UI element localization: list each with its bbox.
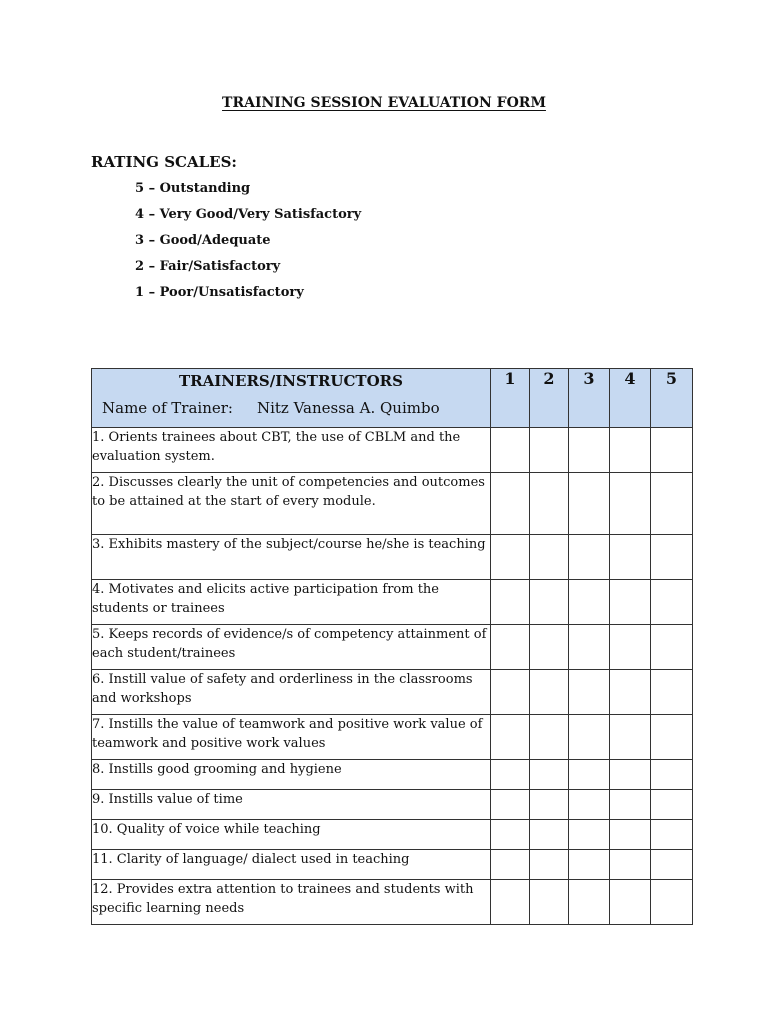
score-cell-5[interactable] — [651, 428, 693, 473]
score-cell-5[interactable] — [651, 580, 693, 625]
criteria-body — [92, 428, 693, 925]
score-cell-1[interactable] — [491, 715, 530, 760]
score-cell-5[interactable] — [651, 880, 693, 925]
score-cell-1[interactable] — [491, 580, 530, 625]
score-cell-1[interactable] — [491, 625, 530, 670]
rating-scale-4: 4 – Very Good/Very Satisfactory — [135, 207, 362, 222]
score-cell-3[interactable] — [569, 580, 610, 625]
table-row — [92, 625, 693, 670]
score-cell-1[interactable] — [491, 535, 530, 580]
score-cell-1[interactable] — [491, 820, 530, 850]
score-cell-4[interactable] — [610, 535, 651, 580]
criterion-text: 12. Provides extra attention to trainees and students with specific learning needs — [92, 880, 491, 925]
rating-scales-heading: RATING SCALES: — [91, 153, 237, 171]
score-column-header-1: 1 — [491, 369, 530, 428]
form-title — [0, 92, 768, 114]
trainers-header-title: TRAINERS/INSTRUCTORS — [179, 372, 403, 390]
score-cell-1[interactable] — [491, 880, 530, 925]
criterion-text: 9. Instills value of time — [92, 790, 491, 820]
score-cell-2[interactable] — [530, 820, 569, 850]
score-cell-5[interactable] — [651, 670, 693, 715]
score-cell-1[interactable] — [491, 760, 530, 790]
table-row — [92, 715, 693, 760]
table-row — [92, 580, 693, 625]
score-cell-1[interactable] — [491, 473, 530, 535]
score-cell-4[interactable] — [610, 580, 651, 625]
score-cell-2[interactable] — [530, 790, 569, 820]
score-cell-1[interactable] — [491, 670, 530, 715]
score-cell-3[interactable] — [569, 715, 610, 760]
rating-scales-list — [135, 178, 361, 308]
score-cell-5[interactable] — [651, 715, 693, 760]
criterion-text: 1. Orients trainees about CBT, the use of CBLM and the evaluation system. — [92, 428, 491, 473]
table-header-row — [92, 369, 693, 428]
score-cell-2[interactable] — [530, 715, 569, 760]
score-cell-5[interactable] — [651, 473, 693, 535]
score-cell-4[interactable] — [610, 715, 651, 760]
score-cell-5[interactable] — [651, 850, 693, 880]
trainer-name-value: Nitz Vanessa A. Quimbo — [256, 399, 440, 417]
evaluation-table — [91, 368, 693, 925]
score-cell-3[interactable] — [569, 790, 610, 820]
score-column-header-4: 4 — [610, 369, 651, 428]
score-cell-3[interactable] — [569, 535, 610, 580]
rating-scale-1: 1 – Poor/Unsatisfactory — [135, 285, 304, 300]
criterion-text: 2. Discusses clearly the unit of competencies and outcomes to be attained at the start of every module. — [92, 473, 491, 535]
table-row — [92, 760, 693, 790]
score-cell-4[interactable] — [610, 670, 651, 715]
criterion-text: 4. Motivates and elicits active participation from the students or trainees — [92, 580, 491, 625]
score-cell-3[interactable] — [569, 760, 610, 790]
score-cell-4[interactable] — [610, 625, 651, 670]
trainers-header-cell — [92, 369, 491, 428]
table-row — [92, 535, 693, 580]
criterion-text: 5. Keeps records of evidence/s of competency attainment of each student/trainees — [92, 625, 491, 670]
criterion-text: 3. Exhibits mastery of the subject/course he/she is teaching — [92, 535, 491, 580]
table-row — [92, 790, 693, 820]
rating-scale-5: 5 – Outstanding — [135, 181, 251, 196]
score-cell-4[interactable] — [610, 880, 651, 925]
table-row — [92, 670, 693, 715]
score-cell-3[interactable] — [569, 820, 610, 850]
criterion-text: 11. Clarity of language/ dialect used in teaching — [92, 850, 491, 880]
score-cell-5[interactable] — [651, 790, 693, 820]
table-row — [92, 428, 693, 473]
score-cell-4[interactable] — [610, 760, 651, 790]
rating-scale-2: 2 – Fair/Satisfactory — [135, 259, 281, 274]
score-cell-2[interactable] — [530, 473, 569, 535]
criterion-text: 6. Instill value of safety and orderliness in the classrooms and workshops — [92, 670, 491, 715]
score-cell-5[interactable] — [651, 625, 693, 670]
score-cell-2[interactable] — [530, 880, 569, 925]
score-cell-3[interactable] — [569, 428, 610, 473]
score-cell-3[interactable] — [569, 850, 610, 880]
score-cell-3[interactable] — [569, 880, 610, 925]
score-column-header-3: 3 — [569, 369, 610, 428]
score-cell-4[interactable] — [610, 820, 651, 850]
score-cell-3[interactable] — [569, 473, 610, 535]
score-cell-2[interactable] — [530, 760, 569, 790]
form-title-text: TRAINING SESSION EVALUATION FORM — [222, 95, 546, 111]
criterion-text: 7. Instills the value of teamwork and positive work value of teamwork and positive work values — [92, 715, 491, 760]
score-cell-1[interactable] — [491, 790, 530, 820]
trainer-name-line — [92, 392, 490, 418]
score-cell-2[interactable] — [530, 535, 569, 580]
score-cell-2[interactable] — [530, 625, 569, 670]
criterion-text: 10. Quality of voice while teaching — [92, 820, 491, 850]
score-cell-4[interactable] — [610, 850, 651, 880]
score-cell-2[interactable] — [530, 670, 569, 715]
score-cell-1[interactable] — [491, 850, 530, 880]
table-row — [92, 880, 693, 925]
table-row — [92, 820, 693, 850]
score-column-header-2: 2 — [530, 369, 569, 428]
table-row — [92, 473, 693, 535]
score-cell-4[interactable] — [610, 473, 651, 535]
score-column-header-5: 5 — [651, 369, 693, 428]
score-cell-5[interactable] — [651, 820, 693, 850]
score-cell-3[interactable] — [569, 670, 610, 715]
trainer-name-label: Name of Trainer: — [102, 399, 233, 417]
score-cell-4[interactable] — [610, 790, 651, 820]
criterion-text: 8. Instills good grooming and hygiene — [92, 760, 491, 790]
score-cell-2[interactable] — [530, 428, 569, 473]
score-cell-3[interactable] — [569, 625, 610, 670]
rating-scale-3: 3 – Good/Adequate — [135, 233, 271, 248]
score-cell-4[interactable] — [610, 428, 651, 473]
score-cell-5[interactable] — [651, 535, 693, 580]
score-cell-2[interactable] — [530, 580, 569, 625]
score-cell-1[interactable] — [491, 428, 530, 473]
score-cell-2[interactable] — [530, 850, 569, 880]
table-row — [92, 850, 693, 880]
score-cell-5[interactable] — [651, 760, 693, 790]
